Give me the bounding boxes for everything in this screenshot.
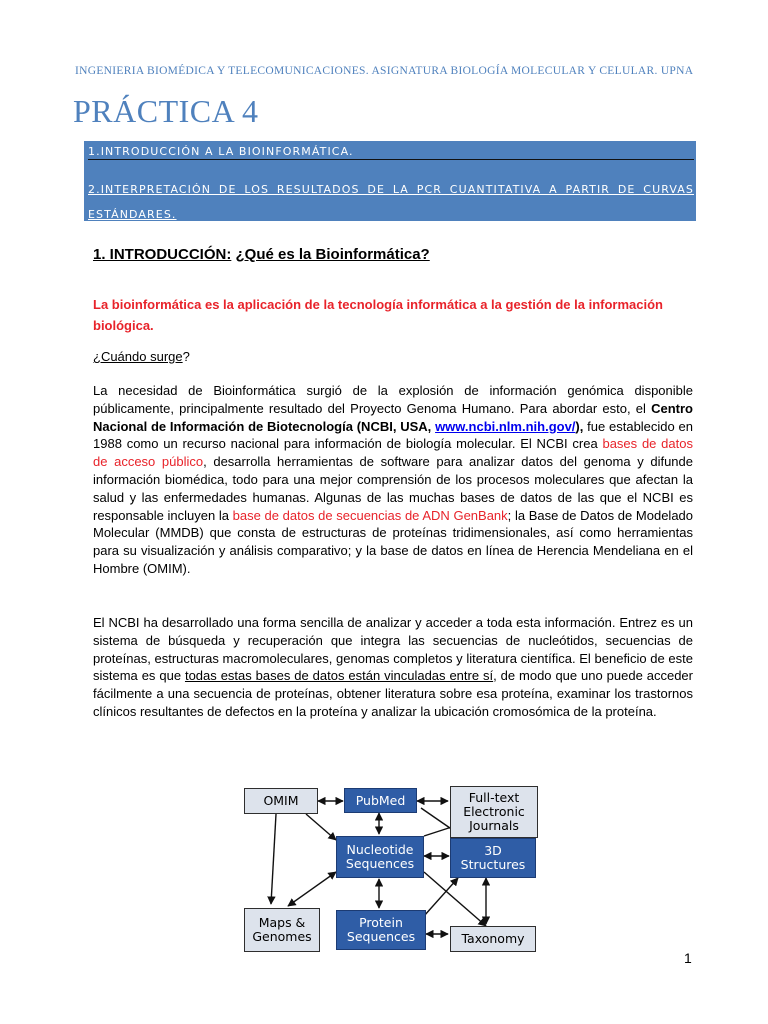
entrez-diagram	[236, 776, 546, 960]
highlight-public-databases: bases de datos de acceso público	[93, 436, 693, 470]
when-question	[93, 349, 190, 364]
ncbi-link[interactable]: www.ncbi.nlm.nih.gov/	[435, 418, 576, 434]
toc-item-2-label: 2.INTERPRETACIÓN DE LOS RESULTADOS DE LA PCR CUANTITATIVA A PARTIR DE CURVAS ESTÁNDARES.	[88, 183, 694, 221]
paragraph-entrez	[93, 614, 693, 721]
paragraph-text: fue establecido en 1988 como un recurso nacional para información de biología molecular. El NCBI crea	[93, 418, 693, 452]
taxonomy-box: Taxonomy	[450, 926, 536, 952]
ncbi-name: Centro Nacional de Información de Biotecnología (NCBI, USA,	[93, 400, 693, 434]
paragraph-text: La necesidad de Bioinformática surgió de la explosión de información genómica disponible públicamente, principalmente resultado del Proyecto Genoma Humano. Para abordar esto, el	[93, 383, 693, 416]
when-question-text: ¿Cuándo surge	[93, 349, 183, 364]
table-of-contents	[84, 141, 696, 221]
arrow-omim-nucleotide	[306, 814, 336, 840]
arrow-nucleotide-taxonomy	[424, 872, 486, 926]
paragraph-text: ; la Base de Datos de Modelado Molecular (MMDB) que consta de estructuras de proteínas tridimensionales, así como herramientas para su visualización y análisis comparativo; y la base de datos en línea de Herencia Mendeliana en el Hombre (OMIM).	[93, 507, 694, 576]
paragraph-text: , de modo que uno puede acceder fácilmente a una secuencia de proteínas, obtener literatura sobre esa proteína, examinar los trastornos clínicos resultantes de defectos en la proteína y analizar la ubicación cromosómica de la proteína.	[93, 668, 693, 719]
toc-item-2[interactable]	[88, 177, 694, 227]
page-title: PRÁCTICA 4	[73, 93, 259, 129]
page-number: 1	[684, 950, 692, 966]
protein-box: Protein Sequences	[336, 910, 426, 950]
paragraph-text: , desarrolla herramientas de software para analizar datos del genoma y difunde información biomédica, todo para una mejor comprensión de los procesos moleculares que afectan la salud y las enfermedades humanas. Algunas de las muchas bases de datos de las que el NCBI es responsable incluyen la	[93, 454, 693, 523]
journals-box: Full-text Electronic Journals	[450, 786, 538, 838]
pubmed-box: PubMed	[344, 788, 417, 813]
section-heading	[93, 246, 430, 263]
arrow-omim-maps	[271, 814, 276, 904]
when-question-mark: ?	[182, 349, 190, 364]
nucleotide-box: Nucleotide Sequences	[336, 836, 424, 878]
maps-box: Maps & Genomes	[244, 908, 320, 952]
section-number: 1. INTRODUCCIÓN:	[93, 246, 232, 263]
course-header: INGENIERIA BIOMÉDICA Y TELECOMUNICACIONES. ASIGNATURA BIOLOGÍA MOLECULAR Y CELULAR. UPNA	[75, 65, 694, 77]
structures-box: 3D Structures	[450, 838, 536, 878]
definition-text: La bioinformática es la aplicación de la tecnología informática a la gestión de la información biológica.	[93, 297, 663, 333]
ncbi-name-close: ),	[575, 418, 584, 434]
paragraph-ncbi	[93, 382, 693, 578]
underlined-linked-databases: todas estas bases de datos están vinculadas entre sí	[184, 668, 494, 684]
arrow-nucleotide-maps	[288, 872, 336, 906]
omim-box: OMIM	[244, 788, 318, 814]
toc-item-1[interactable]: 1.INTRODUCCIÓN A LA BIOINFORMÁTICA.	[88, 145, 694, 160]
section-question: ¿Qué es la Bioinformática?	[235, 246, 430, 263]
paragraph-text: El NCBI ha desarrollado una forma sencilla de analizar y acceder a toda esta información. Entrez es un sistema de búsqueda y recuperación que integra las secuencias de nucleótidos, secuencias de proteínas, estructuras macromoleculares, genomas completos y literatura científica. El beneficio de este sistema es que	[93, 615, 693, 684]
highlight-genbank: base de datos de secuencias de ADN GenBank	[232, 507, 508, 523]
